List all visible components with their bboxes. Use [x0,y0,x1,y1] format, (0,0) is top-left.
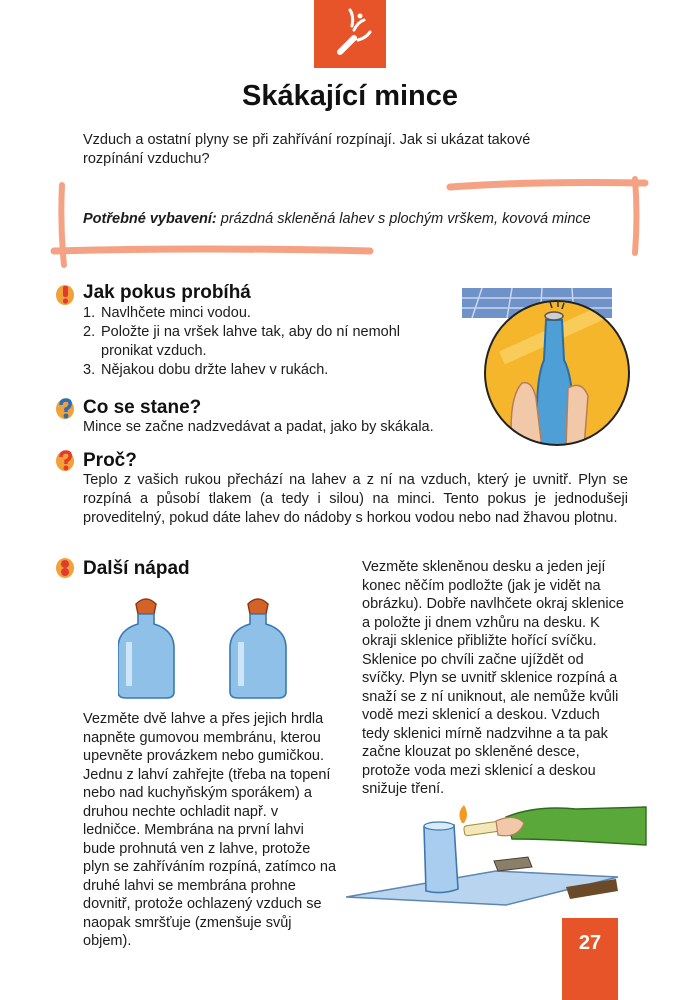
another-idea-left-text: Vezměte dvě lahve a přes jejich hrdla napněte gumovou membránu, kterou upevněte provázkem nebo gumičkou. Jednu z lahví zahřejte (třeba na topení nebo nad kuchyňským sporákem) a druhou nechte ochladit např. v ledničce. Membrána na první lahvi bude prohnutá ven z lahve, protože plyn se zahříváním rozpíná, zatímco na druhé lahvi se membrána prohne dovnitř, protože ochlazený vzduch se naopak smršťuje (zmenšuje svůj objem). [83,711,337,949]
procedure-heading: Jak pokus probíhá [83,282,251,303]
procedure-list [83,304,413,380]
what-happens-text: Mince se začne nadzvedávat a padat, jako by skákala. [83,419,434,435]
bottle-hands-illustration [462,288,632,448]
page-number-label: 27 [578,932,602,954]
equipment-text: prázdná skleněná lahev s plochým vrškem, kovová mince [216,211,591,227]
page-number [562,918,618,1000]
two-bottles-illustration [118,592,318,700]
another-idea-right-text: Vezměte skleněnou desku a jeden její konec něčím podložte (jak je vidět na obrázku). Dobře navlhčete okraj sklenice a položte ji dnem vzhůru na desku. K okraji sklenice přibližte hořící svíčku. Sklenice po chvíli začne ujíždět od svíčky. Plyn se uvnitř sklenice rozpíná a snaží se z ní uniknout, ale nemůže kvůli vodě mezi sklenicí a deskou. Vzduch tedy sklenici mírně nadzvihne a ta pak začne klouzat po skleněné desce, protože voda mezi sklenicí a deskou snižuje tření. [362,559,624,797]
glass-candle-illustration [346,805,656,910]
list-item: 1. Navlhčete minci vodou. [83,305,251,321]
what-happens-heading: Co se stane? [83,397,202,418]
why-text: Teplo z vašich rukou přechází na lahev a z ní na vzduch, který je uvnitř. Plyn se rozpíná a působí tlakem (a tedy i silou) na minci. Tento pokus je jednodušeji proveditelný, pokud dáte lahev do nádoby s horkou vodou nebo nad žhavou plotnu. [83,472,628,526]
intro-text: Vzduch a ostatní plyny se při zahřívání rozpínají. Jak si ukázat takové rozpínání vzduchu? [83,132,531,167]
question-icon [55,396,75,425]
magic-wand-icon [314,0,386,68]
another-idea-heading: Další nápad [83,558,190,579]
list-item: 2. Položte ji na vršek lahve tak, aby do ní nemohl pronikat vzduch. [83,324,401,359]
question-icon [55,448,75,477]
page-title: Skákající mince [241,80,459,112]
equipment-label: Potřebné vybavení: [83,211,217,227]
idea-icon [55,555,75,584]
list-item: 3. Nějakou dobu držte lahev v rukách. [83,362,329,378]
equipment-line [83,210,623,229]
why-heading: Proč? [83,450,137,471]
chapter-badge [314,0,386,68]
exclamation-icon [55,282,75,311]
